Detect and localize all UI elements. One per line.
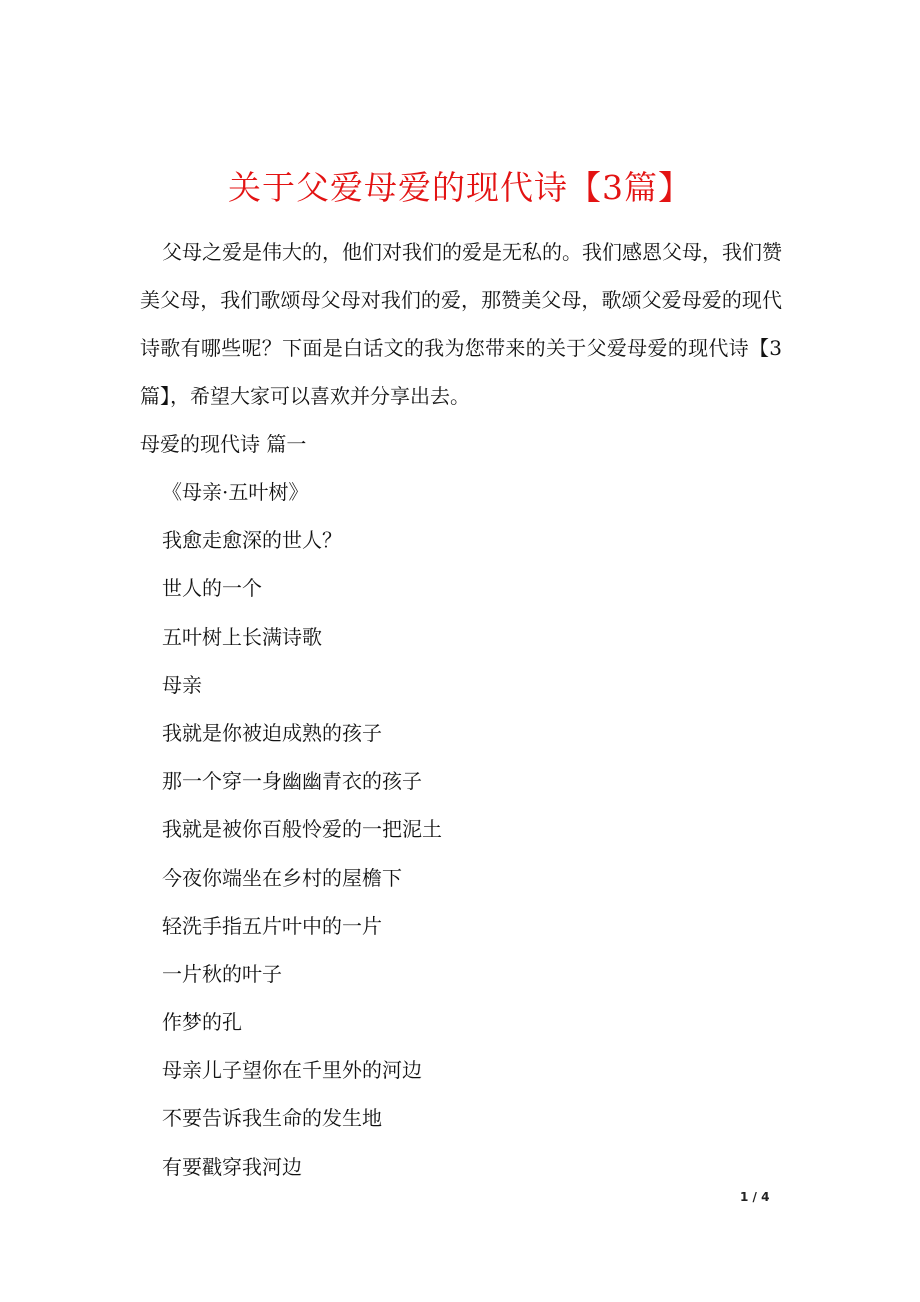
poem-line: 母亲	[162, 672, 202, 697]
poem-title: 《母亲·五叶树》	[162, 480, 309, 504]
document-title: 关于父爱母爱的现代诗【3篇】	[228, 168, 692, 208]
poem-line: 母亲儿子望你在千里外的河边	[162, 1058, 422, 1083]
poem-line: 我就是被你百般怜爱的一把泥土	[162, 817, 442, 842]
poem-lines	[162, 468, 442, 1191]
section-heading: 母爱的现代诗 篇一	[140, 432, 307, 456]
poem-line: 五叶树上长满诗歌	[162, 624, 322, 649]
poem-line: 不要告诉我生命的发生地	[162, 1106, 382, 1131]
poem-line: 一片秋的叶子	[162, 961, 282, 986]
poem-line: 作梦的孔	[162, 1010, 242, 1035]
page-number: 1 / 4	[740, 1190, 770, 1204]
poem-line: 轻洗手指五片叶中的一片	[162, 913, 382, 938]
poem-line: 我就是你被迫成熟的孩子	[162, 720, 382, 745]
poem-line: 世人的一个	[162, 576, 262, 601]
poem-line: 有要戳穿我河边	[162, 1154, 302, 1179]
poem-line: 我愈走愈深的世人？	[162, 528, 342, 553]
intro-paragraph: 父母之爱是伟大的，他们对我们的爱是无私的。我们感恩父母，我们赞美父母，我们歌颂母父母对我们的爱，那赞美父母，歌颂父爱母爱的现代诗歌有哪些呢？下面是白话文的我为您带来的关于父爱母爱的现代诗【3篇】，希望大家可以喜欢并分享出去。	[140, 240, 782, 408]
poem-line: 今夜你端坐在乡村的屋檐下	[162, 865, 402, 890]
poem-line: 那一个穿一身幽幽青衣的孩子	[162, 769, 422, 794]
